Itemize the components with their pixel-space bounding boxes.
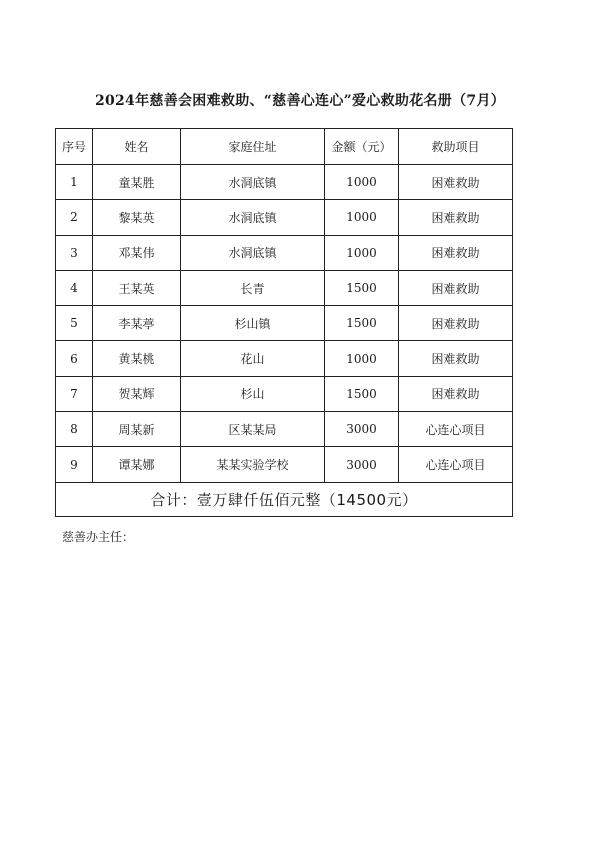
cell-amount: 3000 <box>325 447 399 482</box>
header-name: 姓名 <box>93 129 181 165</box>
cell-amount: 1500 <box>325 270 399 305</box>
cell-project: 困难救助 <box>399 306 513 341</box>
table-row <box>56 447 513 482</box>
cell-address: 杉山 <box>181 376 325 411</box>
cell-address: 水洞底镇 <box>181 165 325 200</box>
cell-amount: 1000 <box>325 341 399 376</box>
cell-project: 困难救助 <box>399 165 513 200</box>
cell-index: 1 <box>56 165 93 200</box>
cell-name: 黄某桃 <box>93 341 181 376</box>
table-header-row <box>56 129 513 165</box>
cell-name: 童某胜 <box>93 165 181 200</box>
cell-address: 水洞底镇 <box>181 235 325 270</box>
cell-address: 花山 <box>181 341 325 376</box>
document-title: 2024年慈善会困难救助、“慈善心连心”爱心救助花名册（7月） <box>94 93 506 109</box>
cell-project: 困难救助 <box>399 235 513 270</box>
cell-amount: 1500 <box>325 376 399 411</box>
table-row <box>56 306 513 341</box>
cell-project: 困难救助 <box>399 200 513 235</box>
cell-project: 困难救助 <box>399 341 513 376</box>
cell-project: 困难救助 <box>399 270 513 305</box>
cell-amount: 1000 <box>325 200 399 235</box>
table-row <box>56 412 513 447</box>
director-signature-label: 慈善办主任： <box>62 530 135 544</box>
cell-address: 某某实验学校 <box>181 447 325 482</box>
table-row <box>56 341 513 376</box>
total-row <box>56 482 513 516</box>
header-index: 序号 <box>56 129 93 165</box>
table-row <box>56 200 513 235</box>
table-row <box>56 270 513 305</box>
cell-index: 8 <box>56 412 93 447</box>
cell-index: 5 <box>56 306 93 341</box>
cell-name: 周某新 <box>93 412 181 447</box>
cell-index: 4 <box>56 270 93 305</box>
cell-address: 杉山镇 <box>181 306 325 341</box>
cell-address: 区某某局 <box>181 412 325 447</box>
header-project: 救助项目 <box>399 129 513 165</box>
cell-address: 长青 <box>181 270 325 305</box>
cell-address: 水洞底镇 <box>181 200 325 235</box>
cell-index: 9 <box>56 447 93 482</box>
table-row <box>56 165 513 200</box>
cell-index: 3 <box>56 235 93 270</box>
cell-name: 贺某辉 <box>93 376 181 411</box>
cell-amount: 1000 <box>325 235 399 270</box>
cell-project: 困难救助 <box>399 376 513 411</box>
header-address: 家庭住址 <box>181 129 325 165</box>
cell-index: 7 <box>56 376 93 411</box>
table-row <box>56 376 513 411</box>
cell-project: 心连心项目 <box>399 412 513 447</box>
total-amount: 合计：壹万肆仟伍佰元整（14500元） <box>56 482 513 516</box>
cell-name: 黎某英 <box>93 200 181 235</box>
table-row <box>56 235 513 270</box>
cell-amount: 3000 <box>325 412 399 447</box>
cell-index: 2 <box>56 200 93 235</box>
cell-name: 谭某娜 <box>93 447 181 482</box>
cell-name: 王某英 <box>93 270 181 305</box>
cell-name: 邓某伟 <box>93 235 181 270</box>
cell-project: 心连心项目 <box>399 447 513 482</box>
relief-roster-table <box>55 128 513 517</box>
cell-amount: 1000 <box>325 165 399 200</box>
cell-name: 李某葶 <box>93 306 181 341</box>
cell-index: 6 <box>56 341 93 376</box>
header-amount: 金额（元） <box>325 129 399 165</box>
cell-amount: 1500 <box>325 306 399 341</box>
